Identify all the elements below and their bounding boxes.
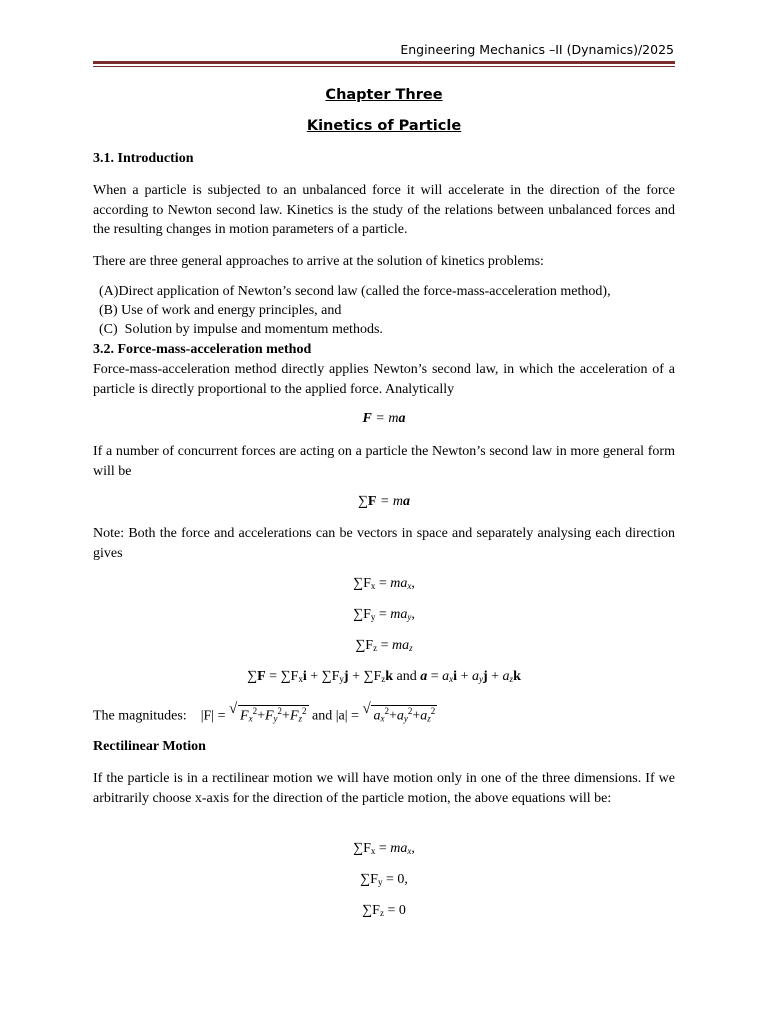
equation-fx: $\sum F_x = ma_x$,: [353, 576, 415, 591]
section-heading-fma: 3.2. Force-mass-acceleration method: [93, 342, 312, 357]
rect-equation-fz: $\sum F_z = 0$: [362, 903, 406, 918]
sqrt-force-magnitude: √ $F_x^2+F_y^2+F_z^2$: [229, 701, 307, 724]
concurrent-forces-paragraph: If a number of concurrent forces are acting on a particle the Newton’s second law in more general form will be: [93, 444, 675, 479]
fma-paragraph: Force-mass-acceleration method directly applies Newton’s second law, in which the acceleration of a particle is directly proportional to the applied force. Analytically: [93, 362, 675, 397]
section-heading-introduction: 3.1. Introduction: [93, 151, 194, 166]
rect-equation-fx: $\sum F_x = ma_x$,: [353, 841, 415, 856]
magnitudes-label: The magnitudes:: [93, 708, 187, 724]
header-rule-thick: [93, 61, 675, 64]
chapter-title: Chapter Three: [325, 87, 443, 103]
sqrt-acceleration-magnitude: √ $a_x^2+a_y^2+a_z^2$: [362, 701, 436, 724]
chapter-subtitle: Kinetics of Particle: [306, 118, 462, 134]
equation-sum-forces: ∑F = ma: [357, 494, 411, 509]
approach-item-a: [99, 284, 611, 300]
equation-fz: $\sum F_z = ma_z$: [355, 638, 413, 653]
list-marker: (A): [99, 284, 119, 299]
header-rule-thin: [93, 66, 675, 67]
list-item-text: Use of work and energy principles, and: [121, 303, 342, 318]
page-header: Engineering Mechanics –II (Dynamics)/2025: [400, 42, 674, 57]
rect-equation-fy: $\sum F_y = 0$,: [360, 872, 408, 887]
list-marker: (B): [99, 303, 118, 318]
approach-item-c: [99, 322, 383, 338]
approach-item-b: [99, 303, 341, 319]
list-marker: (C): [99, 322, 118, 337]
magnitudes-line: The magnitudes: |F| = √ $F_x^2+F_y^2+F_z^2$ and |a| = √ $a_x^2+a_y^2+a_z^2$: [93, 701, 436, 724]
rectilinear-paragraph: If the particle is in a rectilinear motion we will have motion only in one of the three dimensions. If we arbitrarily choose x-axis for the direction of the particle motion, the above equations will be:: [93, 771, 675, 806]
list-item-text: Solution by impulse and momentum methods.: [124, 322, 383, 337]
section-heading-rectilinear: Rectilinear Motion: [93, 739, 206, 754]
equation-fy: $\sum F_y = ma_y$,: [353, 607, 415, 622]
equation-newton: F = ma: [362, 411, 406, 426]
equation-vector-form: $\sum F = \sum F_xi + \sum F_yj + \sum F_zk$ and $a = a_xi + a_yj + a_zk$: [247, 669, 521, 684]
intro-paragraph: When a particle is subjected to an unbalanced force it will accelerate in the direction of the force according to Newton second law. Kinetics is the study of the relations between unbalanced forces and the resulting changes in motion parameters of a particle.: [93, 183, 675, 237]
approaches-intro: There are three general approaches to arrive at the solution of kinetics problems:: [93, 254, 544, 269]
note-paragraph: Note: Both the force and accelerations can be vectors in space and separately analysing each direction gives: [93, 526, 675, 561]
list-item-text: Direct application of Newton’s second law (called the force-mass-acceleration method),: [118, 284, 611, 299]
